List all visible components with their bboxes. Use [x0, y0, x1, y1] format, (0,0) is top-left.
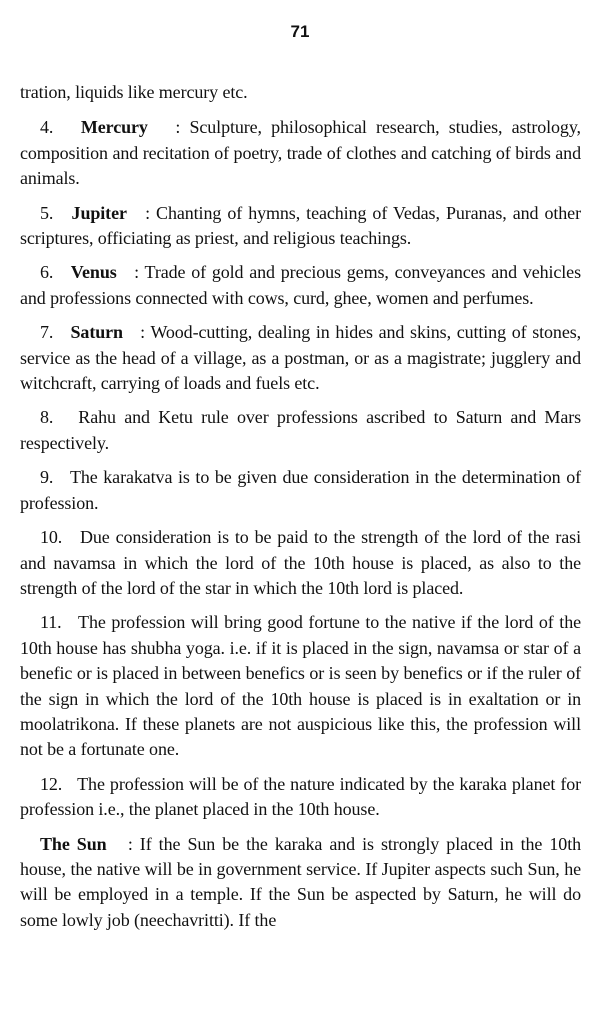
planet-heading: The Sun: [40, 833, 107, 854]
paragraph-number: 7.: [40, 322, 54, 343]
paragraph-jupiter: [20, 201, 581, 252]
paragraph-number: 8.: [40, 407, 54, 428]
page-body: [20, 80, 581, 942]
paragraph-number: 11.: [40, 612, 62, 633]
paragraph-venus: [20, 260, 581, 311]
paragraph-number: 5.: [40, 202, 54, 223]
planet-heading: Mercury: [80, 117, 148, 138]
paragraph-number: 12.: [40, 773, 63, 794]
paragraph-text: The profession will be of the nature indicated by the karaka planet for profession i.e., the planet placed in the 10th house.: [20, 773, 582, 820]
paragraph-continuation: [20, 80, 581, 105]
paragraph-text: : If the Sun be the karaka and is strongly placed in the 10th house, the native will be in government service. If Jupiter aspects such Sun, he will be employed in a temple. If the Sun be aspected by Saturn, he will do some lowly job (neechavritti). If the: [20, 833, 582, 930]
paragraph-text: tration, liquids like mercury etc.: [20, 82, 248, 102]
planet-heading: Jupiter: [71, 202, 127, 223]
paragraph-rule-8: [20, 405, 581, 456]
paragraph-text: : Trade of gold and precious gems, conveyances and vehicles and professions connected with cows, curd, ghee, women and perfumes.: [20, 262, 581, 308]
planet-heading: Saturn: [70, 322, 123, 343]
paragraph-text: : Chanting of hymns, teaching of Vedas, Puranas, and other scriptures, officiating as priest, and religious teachings.: [20, 202, 581, 249]
paragraph-text: The karakatva is to be given due consideration in the determination of profession.: [20, 467, 582, 513]
paragraph-text: Rahu and Ketu rule over professions ascribed to Saturn and Mars respectively.: [20, 407, 582, 453]
paragraph-sun: [20, 832, 581, 934]
paragraph-number: 6.: [40, 262, 54, 283]
paragraph-text: The profession will bring good fortune to the native if the lord of the 10th house has shubha yoga. i.e. if it is placed in the sign, navamsa or star of a benefic or is placed in between benefics or is seen by benefics or if the ruler of the sign in which the lord of the 10th house is placed is in exaltation or in moolatrikona. If these planets are not auspicious like this, the profession will not be a fortunate one.: [20, 612, 581, 760]
paragraph-rule-10: [20, 525, 581, 601]
paragraph-number: 9.: [40, 467, 54, 488]
paragraph-saturn: [20, 320, 581, 396]
planet-heading: Venus: [70, 262, 117, 283]
paragraph-text: : Wood-cutting, dealing in hides and skins, cutting of stones, service as the head of a village, as a postman, or as a magistrate; jugglery and witchcraft, carrying of loads and fuels etc.: [20, 322, 582, 394]
paragraph-number: 4.: [40, 117, 54, 138]
paragraph-rule-11: [20, 610, 581, 762]
page-number: 71: [290, 22, 310, 41]
paragraph-number: 10.: [40, 527, 63, 548]
paragraph-rule-9: [20, 465, 581, 516]
paragraph-text: Due consideration is to be paid to the strength of the lord of the rasi and navamsa in which the lord of the 10th house is placed, as also to the strength of the lord of the star in which the 10th lord is placed.: [20, 527, 581, 598]
paragraph-mercury: [20, 115, 581, 191]
paragraph-text: : Sculpture, philosophical research, studies, astrology, composition and recitation of poetry, trade of clothes and catching of birds and animals.: [20, 117, 581, 189]
paragraph-rule-12: [20, 772, 581, 823]
